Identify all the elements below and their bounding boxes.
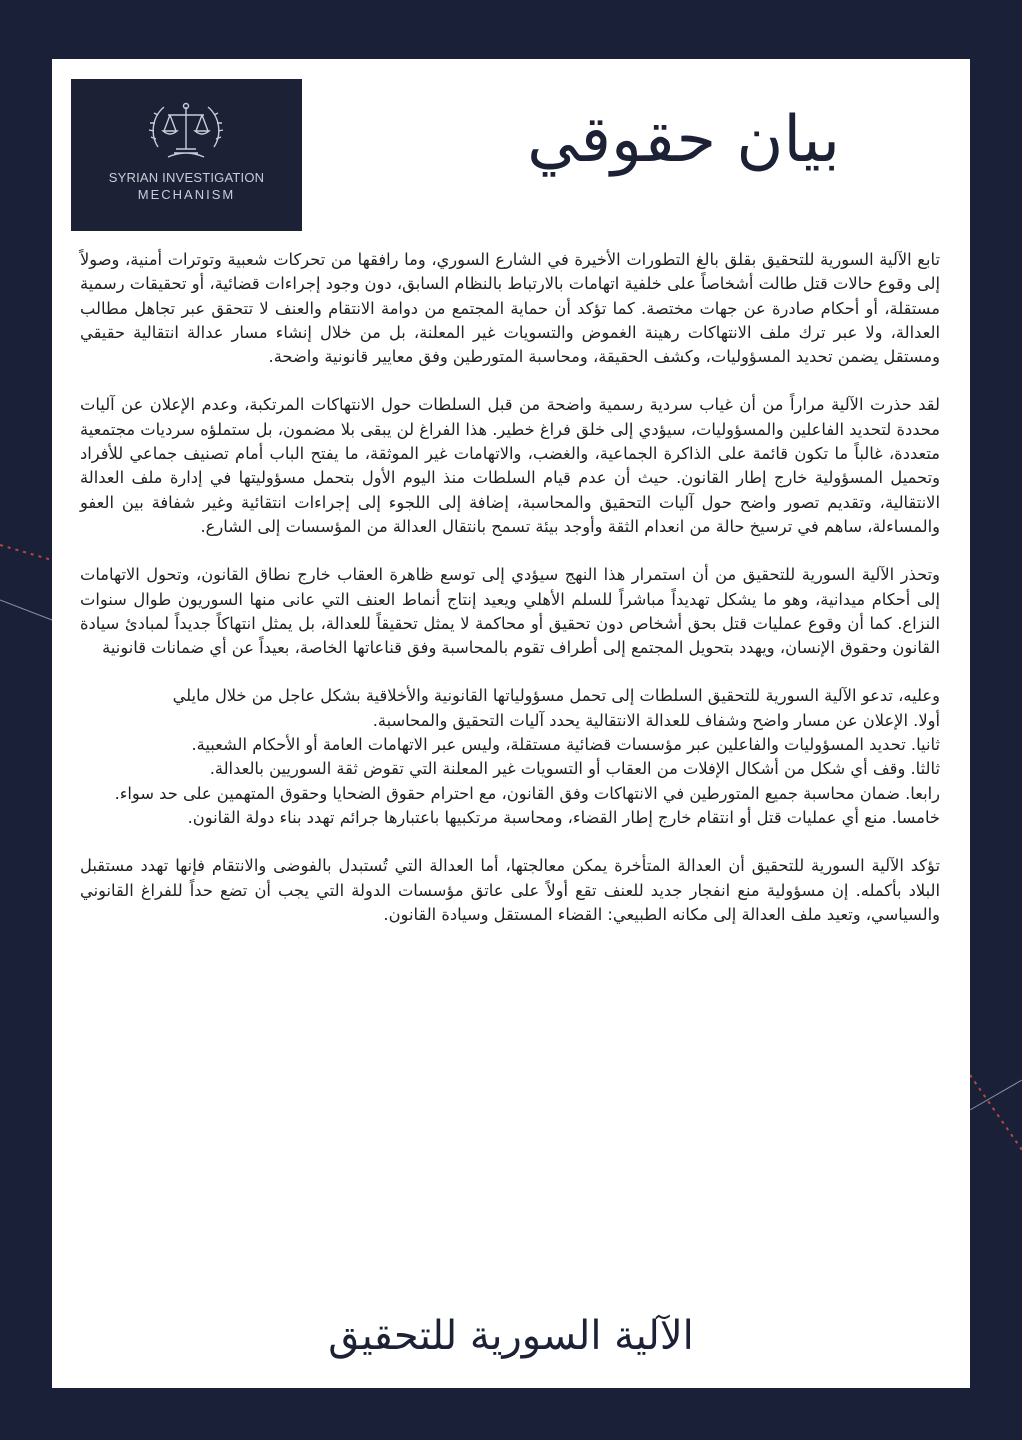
- statement-body: [80, 248, 940, 951]
- paragraph-1: تابع الآلية السورية للتحقيق بقلق بالغ التطورات الأخيرة في الشارع السوري، وما رافقها من تحركات شعبية وتوترات أمنية، وصولاً إلى وقوع حالات قتل طالت أشخاصاً على خلفية اتهامات بالارتباط بالنظام السابق، دون وجود إجراءات قضائية، أو تحقيقات رسمية مستقلة، أو أحكام صادرة عن جهات مختصة. كما تؤكد أن حماية المجتمع من دوامة الانتقام والعنف لا تتحقق عبر تجاهل مطالب العدالة، ولا عبر ترك ملف الانتهاكات رهينة الغموض والتسويات غير المعلنة، بل من خلال إنشاء مسار عدالة انتقالية حقيقي ومستقل يضمن تحديد المسؤوليات، وكشف الحقيقة، ومحاسبة المتورطين وفق معايير قانونية واضحة.: [80, 250, 940, 367]
- closing-paragraph: تؤكد الآلية السورية للتحقيق أن العدالة المتأخرة يمكن معالجتها، أما العدالة التي تُستبدل بالفوضى والانتقام فإنها تهدد مستقبل البلاد بأكمله. إن مسؤولية منع انفجار جديد للعنف تقع أولاً على عاتق مؤسسات الدولة التي يجب أن تضع حداً للفراغ القانوني والسياسي، وتعيد ملف العدالة إلى مكانه الطبيعي: القضاء المستقل وسيادة القانون.: [80, 856, 940, 924]
- logo-text-line1: SYRIAN INVESTIGATION: [108, 170, 265, 185]
- demand-item-2: ثانيا. تحديد المسؤوليات والفاعلين عبر مؤسسات قضائية مستقلة، وليس عبر الاتهامات العامة أو الأحكام الشعبية.: [191, 735, 940, 755]
- statement-title: بيان حقوقي: [527, 103, 840, 177]
- scales-of-justice-icon: [144, 97, 228, 165]
- logo-text-line2: MECHANISM: [137, 187, 236, 202]
- paragraph-2: لقد حذرت الآلية مراراً من أن غياب سردية رسمية واضحة من قبل السلطات حول الانتهاكات المرتكبة، وعدم الإعلان عن آليات محددة لتحديد الفاعلين والمسؤوليات، سيؤدي إلى خلق فراغ خطير. هذا الفراغ لن يبقى بلا مضمون، بل ستملؤه سرديات مجتمعية متعددة، غالباً ما تكون قائمة على الذاكرة الجماعية، والغضب، والاتهامات غير الموثقة، ما يفتح الباب أمام تصنيف جماعي للأفراد وتحميل المسؤولية خارج إطار القانون. حيث أن عدم قيام السلطات منذ اليوم الأول بتحمل مسؤوليتها في إدارة ملف العدالة الانتقالية، وتقديم تصور واضح حول آليات التحقيق والمحاسبة، إضافة إلى اللجوء إلى إجراءات انتقائية وغير شفافة بين العفو والمساءلة، ساهم في ترسيخ حالة من انعدام الثقة وأوجد بيئة تسمح بانتقال العدالة من المؤسسات إلى الشارع.: [80, 395, 940, 536]
- statement-page: [52, 59, 970, 1388]
- organization-logo: [71, 79, 302, 231]
- demand-item-1: أولا. الإعلان عن مسار واضح وشفاف للعدالة الانتقالية يحدد آليات التحقيق والمحاسبة.: [372, 710, 940, 730]
- demands-intro: وعليه، تدعو الآلية السورية للتحقيق السلطات إلى تحمل مسؤولياتها القانونية والأخلاقية بشكل عاجل من خلال مايلي: [172, 686, 940, 706]
- demand-item-5: خامسا. منع أي عمليات قتل أو انتقام خارج إطار القضاء، ومحاسبة مرتكبيها باعتبارها جرائم تهدد بناء دولة القانون.: [187, 807, 940, 827]
- paragraph-3: وتحذر الآلية السورية للتحقيق من أن استمرار هذا النهج سيؤدي إلى توسع ظاهرة العقاب خارج نطاق القانون، وتحول الاتهامات إلى أحكام ميدانية، وهو ما يشكل تهديداً مباشراً للسلم الأهلي ويعيد إنتاج أنماط العنف التي عانى منها السوريون طوال سنوات النزاع. كما أن وقوع عمليات قتل بحق أشخاص دون تحقيق أو محاكمة لا يمثل تحقيقاً للعدالة، بل يمثل انتهاكاً جديداً لمبادئ سيادة القانون وحقوق الإنسان، ويهدد بتحويل المجتمع إلى أطراف تقوم بالمحاسبة وفق قناعاتها الخاصة، بعيداً عن أي ضمانات قانونية: [80, 565, 940, 658]
- signature: الآلية السورية للتحقيق: [328, 1313, 694, 1359]
- demand-item-4: رابعا. ضمان محاسبة جميع المتورطين في الانتهاكات وفق القانون، مع احترام حقوق الضحايا وحقوق المتهمين على حد سواء.: [114, 783, 940, 803]
- demand-item-3: ثالثا. وقف أي شكل من أشكال الإفلات من العقاب أو التسويات غير المعلنة التي تقوض ثقة السوريين بالعدالة.: [209, 759, 940, 779]
